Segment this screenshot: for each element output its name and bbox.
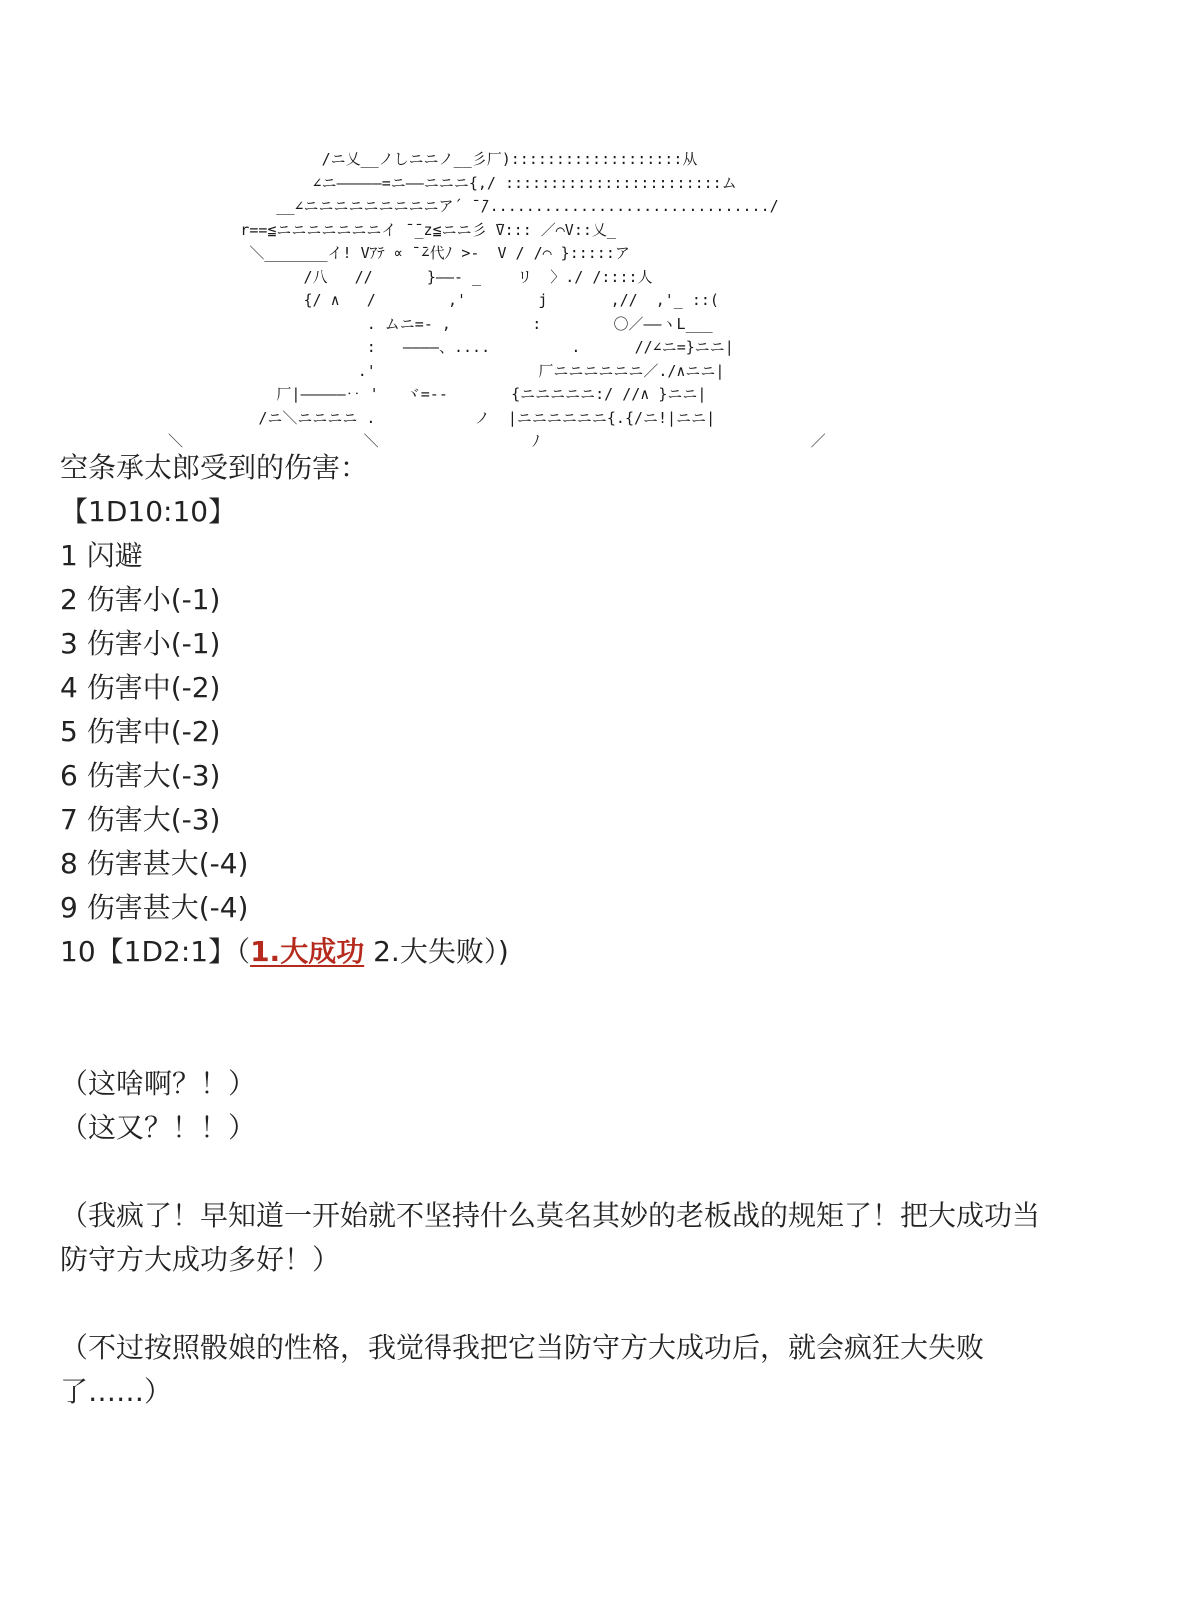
- spacer: [60, 1282, 1140, 1326]
- remark-line: （这又？！！）: [60, 1111, 257, 1144]
- remark-line: （这啥啊？！）: [60, 1067, 257, 1100]
- outcome-item: 7 伤害大(-3): [60, 803, 221, 836]
- outcome-item: 9 伤害甚大(-4): [60, 891, 249, 924]
- outcome-item-10: [60, 930, 1140, 974]
- spacer: [60, 1150, 1140, 1194]
- outcome-list: [60, 534, 1140, 974]
- critical-success-highlight: 1.大成功: [250, 935, 365, 968]
- document-body: [60, 446, 1140, 1414]
- outcome-item: 6 伤害大(-3): [60, 759, 221, 792]
- outcome-item: 5 伤害中(-2): [60, 715, 221, 748]
- narration-paragraph: （不过按照骰娘的性格，我觉得我把它当防守方大成功后，就会疯狂大失败了……）: [60, 1331, 985, 1408]
- outcome-item: 2 伤害小(-1): [60, 583, 221, 616]
- outcome-item: 8 伤害甚大(-4): [60, 847, 249, 880]
- damage-heading: 空条承太郎受到的伤害：: [60, 451, 369, 484]
- narration-paragraph: （我疯了！早知道一开始就不坚持什么莫名其妙的老板战的规矩了！把大成功当防守方大成功多好！）: [60, 1199, 1041, 1276]
- dice-roll-result: 【1D10:10】: [60, 495, 237, 528]
- ascii-art-illustration: /ニ乂__ノしニニノ__彡厂):::::::::::::::::::从 ∠ニ―――――=ニ――ニニニ{,/ ::::::::::::::::::::::::ム __∠ニニニニニニニニニア´ ̄ ̄/.............................../ r==≦ニニニニニニニイ ̄ ̄_z≦ニニ彡 ̄V::: ／⌒V::乂_ ＼_______イ! Vｱﾃ ∝ ̄ ̄∠代ﾉ >- V / /⌒ }:::::ア /八 // }――- _ リ 〉./ /::::人 {/ ∧ / ,' j ,// ,'_ ::( . ムニ=- , : 〇／――ヽL___ : ――――、.... . //∠ニ=}ニニ| .' 厂ニニニニニニ／./∧ニニ| 厂|―――――‥ ' ヾ=-- {ニニニニニ:/ //∧ }ニニ| /ニ＼ニニニニ . ノ |ニニニニニニ{.{/ニ!|ニニ| ＼ ＼ ﾉ ／: [168, 150, 826, 450]
- outcome-10-prefix: 10【1D2:1】（: [60, 935, 251, 968]
- outcome-10-suffix: 2.大失败）): [364, 935, 509, 968]
- outcome-item: 3 伤害小(-1): [60, 627, 221, 660]
- outcome-item: 4 伤害中(-2): [60, 671, 221, 704]
- outcome-item: 1 闪避: [60, 539, 143, 572]
- spacer: [60, 974, 1140, 1062]
